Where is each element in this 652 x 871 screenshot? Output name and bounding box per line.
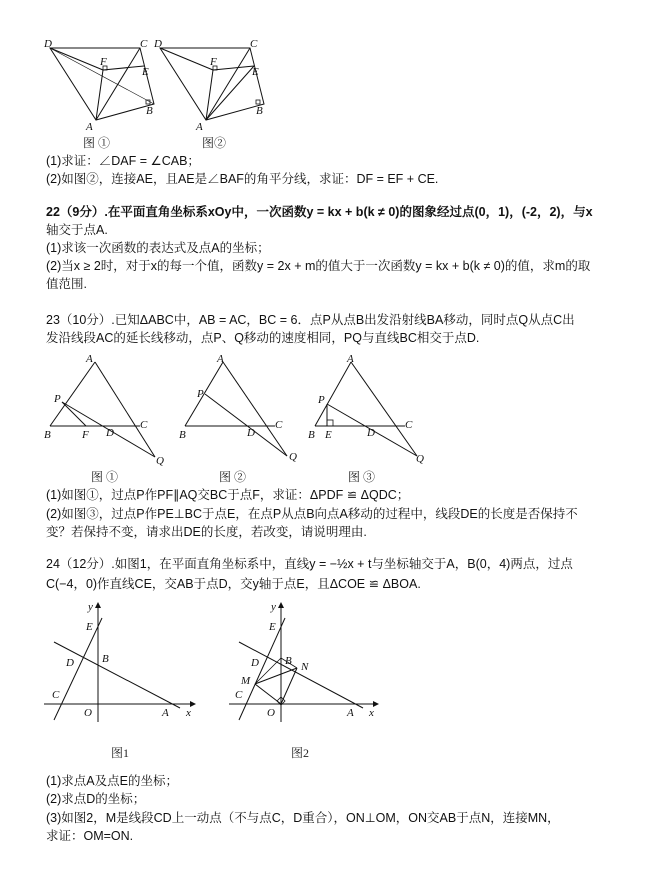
q24-part2: (2)求点D的坐标； <box>46 792 146 806</box>
label-C: C <box>275 419 283 431</box>
label-D: D <box>251 657 259 669</box>
label-A: A <box>86 353 93 365</box>
label-A: A <box>347 353 354 365</box>
q24-fig2-caption: 图2 <box>291 746 310 760</box>
label-E: E <box>269 621 276 633</box>
label-C: C <box>52 689 60 701</box>
q21-figure-2 <box>150 38 265 133</box>
label-x: x <box>186 707 191 719</box>
label-N: N <box>301 661 309 673</box>
label-C: C <box>140 419 148 431</box>
label-M: M <box>241 675 251 687</box>
label-F: F <box>82 429 89 441</box>
label-y: y <box>88 601 93 613</box>
q24-figure-2 <box>225 598 385 723</box>
label-A: A <box>162 707 169 719</box>
q23-line2: 发沿线段AC的延长线移动，点P、Q移动的速度相同，PQ与直线BC相交于点D. <box>46 331 480 345</box>
q23-figure-3 <box>305 352 435 467</box>
label-C: C <box>250 38 258 50</box>
label-D: D <box>247 427 255 439</box>
q23-fig3-caption: 图 ③ <box>348 470 376 484</box>
label-F: F <box>210 56 217 68</box>
q23-fig2-caption: 图 ② <box>219 470 247 484</box>
q21-part1: (1)求证：∠DAF = ∠CAB； <box>46 154 200 168</box>
label-y: y <box>271 601 276 613</box>
label-E: E <box>252 66 259 78</box>
q22-line5: 值范围. <box>46 277 87 291</box>
label-B: B <box>285 655 292 667</box>
q22-line4: (2)当x ≥ 2时，对于x的每一个值，函数y = 2x + m的值大于一次函数y = kx + b(k ≠ 0)的值，求m的取 <box>46 259 591 273</box>
label-A: A <box>196 121 203 133</box>
q21-part2: (2)如图②，连接AE，且AE是∠BAF的角平分线，求证：DF = EF + CE. <box>46 172 439 186</box>
q23-fig1-caption: 图 ① <box>91 470 119 484</box>
label-C: C <box>140 38 148 50</box>
label-Q: Q <box>416 453 424 465</box>
q24-figure-1 <box>40 598 200 723</box>
q21-fig1-caption: 图 ① <box>83 136 111 150</box>
q23-part2a: (2)如图③，过点P作PE⊥BC于点E，在点P从点B向点A移动的过程中，线段DE的长度是否保持不 <box>46 507 578 521</box>
label-P: P <box>197 388 204 400</box>
label-O: O <box>84 707 92 719</box>
label-D: D <box>367 427 375 439</box>
label-A: A <box>217 353 224 365</box>
label-B: B <box>44 429 51 441</box>
q21-figure-1 <box>40 38 155 133</box>
q23-part1: (1)如图①，过点P作PF∥AQ交BC于点F，求证：ΔPDF ≌ ΔQDC； <box>46 488 410 502</box>
label-P: P <box>318 394 325 406</box>
label-E: E <box>86 621 93 633</box>
q23-figure-1 <box>40 352 170 467</box>
label-Q: Q <box>156 455 164 467</box>
label-Q: Q <box>289 451 297 463</box>
q23-line1: 23（10分）.已知ΔABC中，AB = AC，BC = 6．点P从点B出发沿射线BA移动，同时点Q从点C出 <box>46 313 575 327</box>
q22-line1: 22（9分）.在平面直角坐标系xOy中，一次函数y = kx + b(k ≠ 0)的图象经过点(0，1)，(-2，2)，与x <box>46 205 593 219</box>
q24-part1: (1)求点A及点E的坐标； <box>46 774 178 788</box>
q23-figure-2 <box>175 352 305 467</box>
q22-line2: 轴交于点A. <box>46 223 108 237</box>
label-O: O <box>267 707 275 719</box>
label-E: E <box>325 429 332 441</box>
label-x: x <box>369 707 374 719</box>
label-D: D <box>154 38 162 50</box>
q22-line3: (1)求该一次函数的表达式及点A的坐标； <box>46 241 270 255</box>
label-D: D <box>44 38 52 50</box>
q21-fig2-caption: 图② <box>202 136 227 150</box>
q24-line2: C(−4，0)作直线CE，交AB于点D，交y轴于点E，且ΔCOE ≌ ΔBOA. <box>46 577 421 591</box>
label-D: D <box>106 427 114 439</box>
label-C: C <box>235 689 243 701</box>
label-D: D <box>66 657 74 669</box>
q24-part3a: (3)如图2，M是线段CD上一动点（不与点C，D重合），ON⊥OM，ON交AB于点N，连接MN， <box>46 811 560 825</box>
label-P: P <box>54 393 61 405</box>
label-A: A <box>86 121 93 133</box>
label-A: A <box>347 707 354 719</box>
label-B: B <box>146 105 153 117</box>
label-B: B <box>179 429 186 441</box>
label-E: E <box>142 66 149 78</box>
label-B: B <box>256 105 263 117</box>
label-B: B <box>308 429 315 441</box>
label-F: F <box>100 56 107 68</box>
label-C: C <box>405 419 413 431</box>
label-B: B <box>102 653 109 665</box>
q23-part2b: 变？若保持不变，请求出DE的长度，若改变，请说明理由. <box>46 525 367 539</box>
q24-part3b: 求证：OM=ON. <box>46 829 134 843</box>
q24-line1: 24（12分）.如图1，在平面直角坐标系中，直线y = −½x + t与坐标轴交于A，B(0，4)两点，过点 <box>46 557 573 571</box>
q24-fig1-caption: 图1 <box>111 746 130 760</box>
